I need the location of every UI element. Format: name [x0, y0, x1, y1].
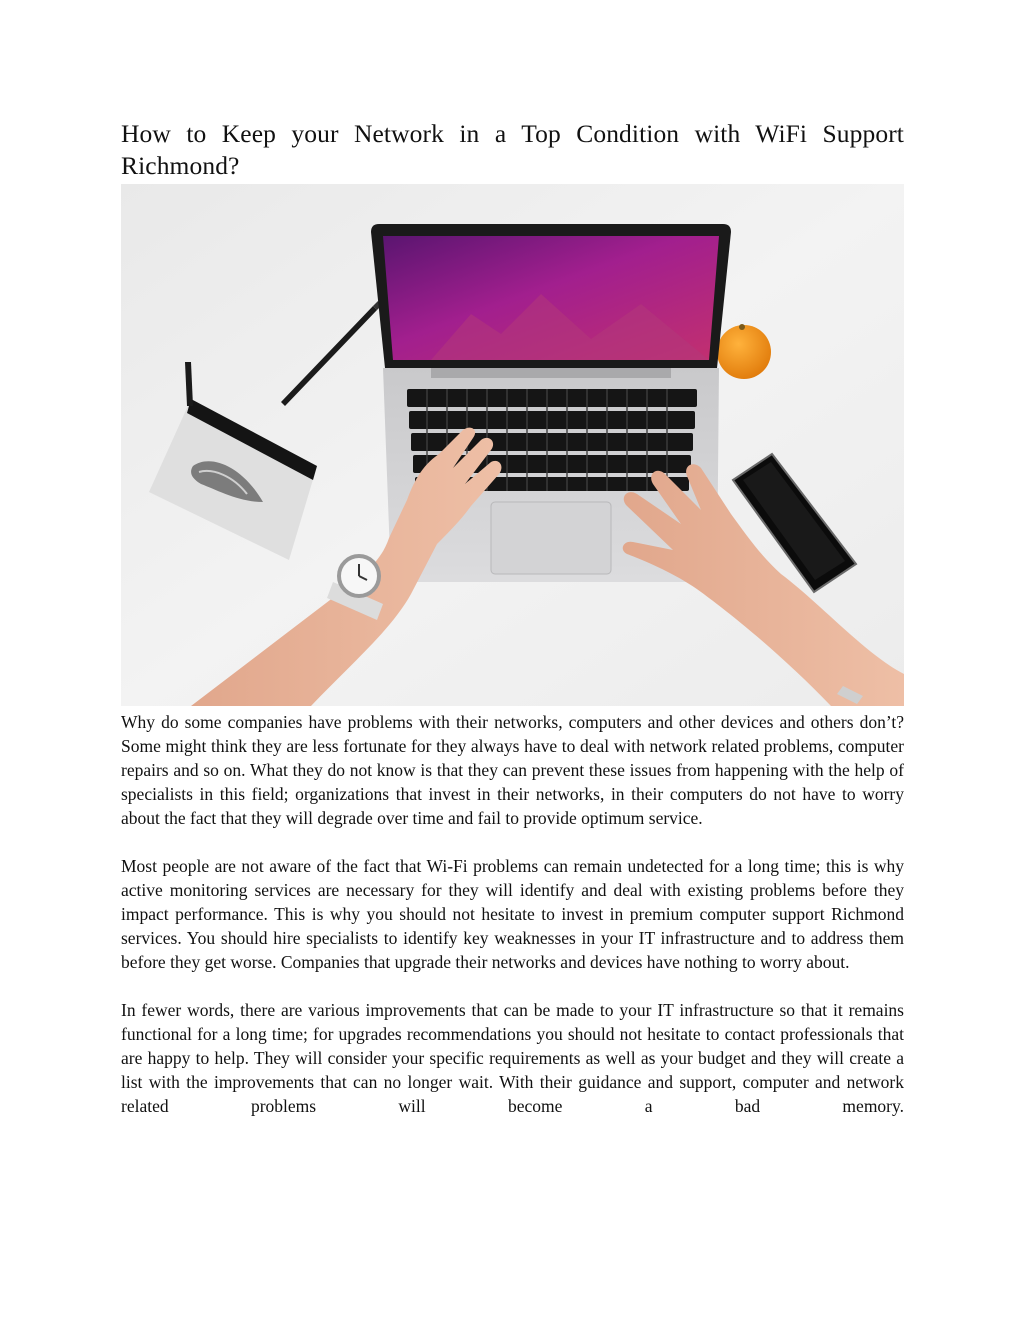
paragraph-3: In fewer words, there are various improvements that can be made to your IT infrastructure so that it remains functional for a long time; for upgrades recommendations you should not hesitate to contact professionals that are happy to help. They will consider your specific requirements as well as your budget and they will create a list with the improvements that can no longer wait. With their guidance and support, computer and network related problems will become a bad memory.: [121, 1000, 904, 1116]
trackpad: [491, 502, 611, 574]
paragraph-2: Most people are not aware of the fact that Wi-Fi problems can remain undetected for a long time; this is why active monitoring services are necessary for they will identify and deal with existing problems before they impact performance. This is why you should not hesitate to invest in premium computer support Richmond services. You should hire specialists to identify key weaknesses in your IT infrastructure and to address them before they get worse. Companies that upgrade their networks and devices have nothing to worry about.: [121, 856, 904, 972]
article-body: [121, 710, 904, 1118]
paragraph-1: Why do some companies have problems with their networks, computers and other devices and others don’t? Some might think they are less fortunate for they always have to deal with network related problems, computer repairs and so on. What they do not know is that they can prevent these issues from happening with the help of specialists in this field; organizations that invest in their networks, in their computers do not have to worry about the fact that they will degrade over time and fail to provide optimum service.: [121, 712, 904, 828]
laptop-desk-photo: [121, 184, 904, 706]
document-page: [121, 118, 904, 1118]
document-title: How to Keep your Network in a Top Condition with WiFi Support Richmond?: [121, 119, 904, 180]
